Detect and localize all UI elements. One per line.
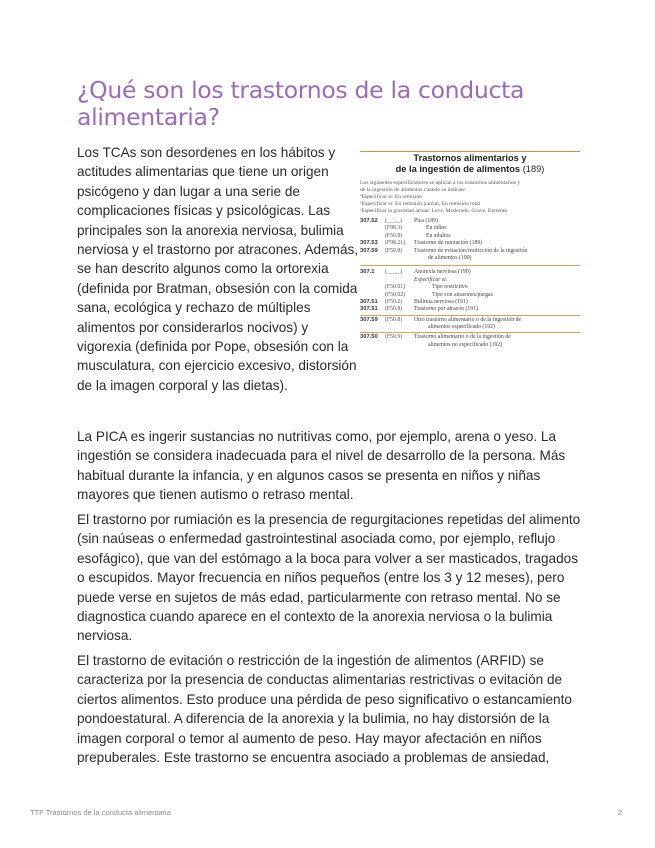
paragraph-tca-intro: Los TCAs son desordenes en los hábitos y actitudes alimentarias que tiene un origen psicógeno y dan lugar a una serie de complicaciones físicas y psicológicas. Las principales son la anorexia nerviosa, bulimia nerviosa y el trastorno por atracones. Además, se han descrito algunos como la ortorexia (definida por Bratman, obsesión con la comida sana, ecológica y rechazo de múltiples alimentos por considerarlos nocivos) y vigorexia (definida por Pope, obsesión con la musculatura, con ejercicio excesivo, distorsión de la imagen corporal y las dietas). <box>77 145 359 393</box>
dsm-row <box>360 255 580 262</box>
dsm-intro <box>360 180 580 215</box>
dsm-icd: (F50.8) <box>385 247 403 254</box>
page-title: ¿Qué son los trastornos de la conducta alimentaria? <box>77 76 525 131</box>
dsm-icd: (F98.3) <box>385 225 403 232</box>
dsm-label: Trastorno de rumiación (189) <box>414 240 483 247</box>
dsm-code: 307.52 <box>360 218 378 224</box>
dsm-label: En adultos <box>426 232 451 239</box>
dsm-code: 307.59 <box>360 247 378 254</box>
dsm-icd: (F50.8) <box>385 232 403 239</box>
dsm-row <box>360 324 580 331</box>
dsm-label: alimentos especificado (192) <box>428 324 495 331</box>
dsm-classification-image <box>360 151 580 391</box>
dsm-row <box>360 342 580 349</box>
dsm-label: Tipo con atracones/purgas <box>432 291 493 298</box>
dsm-icd: (___._) <box>385 218 402 224</box>
dsm-icd: (F50.8) <box>385 316 403 323</box>
dsm-rows-b <box>360 269 580 349</box>
dsm-intro-line: Los siguientes especificadores se aplican a los trastornos alimentarios y <box>360 180 521 186</box>
dsm-label: Trastorno de evitación/restricción de la ingestión <box>414 247 528 254</box>
dsm-code: 307.1 <box>360 269 375 276</box>
dsm-row <box>360 306 580 313</box>
dsm-rows-a <box>360 218 580 262</box>
dsm-title-line1: Trastornos alimentarios y <box>413 153 527 163</box>
paragraph-pica: La PICA es ingerir sustancias no nutritivas como, por ejemplo, arena o yeso. La ingestión se considera inadecuada para el nivel de desarrollo de la persona. Más habitual durante la infancia, y en algunos casos se presenta en niños y niñas mayores que tienen autismo o retraso mental. <box>77 429 566 503</box>
dsm-label: Trastorno por atracón (191) <box>414 306 479 313</box>
dsm-label: Otro trastorno alimentario o de la ingestión de <box>414 316 522 323</box>
dsm-label: Especificar si: <box>414 276 448 283</box>
dsm-row <box>360 240 580 247</box>
dsm-label: Trastorno alimentario o de la ingestión de <box>414 334 511 341</box>
dsm-row <box>360 317 580 324</box>
dsm-title-line2: de la ingestión de alimentos <box>395 164 521 174</box>
dsm-row <box>360 225 580 232</box>
dsm-top-rule <box>360 151 580 152</box>
dsm-title-page: (189) <box>522 164 545 174</box>
dsm-row <box>360 334 580 341</box>
dsm-row <box>360 284 580 291</box>
dsm-divider <box>360 315 580 316</box>
paragraph-arfid: El trastorno de evitación o restricción de la ingestión de alimentos (ARFID) se caracteriza por la presencia de conductas alimentarias restrictivas o evitación de ciertos alimentos. Esto produce una pérdida de peso significativo o estancamiento pondoestatural. A diferencia de la anorexia y la bulimia, no hay distorsión de la imagen corporal o temor al aumento de peso. Hay mayor afectación en niños prepuberales. Este trastorno se encuentra asociado a problemas de ansiedad, <box>77 653 572 766</box>
dsm-row <box>360 292 580 299</box>
dsm-label: alimentos no especificado (192) <box>428 341 503 348</box>
dsm-intro-line: ᶜEspecificar la gravedad actual: Leve, Moderado, Grave, Extremo <box>360 208 508 214</box>
dsm-code: 307.50 <box>360 334 378 341</box>
dsm-intro-line: ᵇEspecificar si: En remisión parcial, En remisión total <box>360 201 481 207</box>
dsm-icd: (F50.8) <box>385 306 403 313</box>
dsm-icd: (___._) <box>385 269 402 276</box>
dsm-row <box>360 269 580 276</box>
dsm-icd: (F50.01) <box>385 284 406 291</box>
dsm-code: 307.51 <box>360 298 378 305</box>
dsm-label: Tipo restrictivo <box>432 284 468 291</box>
footer-document-title: TTF Trastornos de la conducta alimentaria <box>30 808 171 817</box>
dsm-label: En niños <box>426 225 447 232</box>
dsm-intro-line: ªEspecificar si: En remisión <box>360 194 422 200</box>
dsm-row <box>360 248 580 255</box>
dsm-title <box>360 153 580 175</box>
dsm-label: Pica (189) <box>414 218 438 224</box>
dsm-code: 307.59 <box>360 316 378 323</box>
dsm-icd: (F98.21) <box>385 240 406 247</box>
dsm-label: Anorexia nerviosa (190) <box>414 269 471 276</box>
dsm-icd: (F50.2) <box>385 298 403 305</box>
dsm-icd: (F50.02) <box>385 291 406 298</box>
dsm-icd: (F50.9) <box>385 334 403 341</box>
dsm-code: 307.51 <box>360 306 378 313</box>
dsm-label: de alimentos (190) <box>428 254 472 261</box>
paragraph-rumiacion: El trastorno por rumiación es la presencia de regurgitaciones repetidas del alimento (sin naúseas o enfermedad gastrointestinal asociada como, por ejemplo, reflujo esofágico), que van del estómago a la boca para volver a ser masticados, tragados o escupidos. Mayor frecuencia en niños pequeños (entre los 3 y 12 meses), pero puede verse en sujetos de más edad, particularmente con retraso mental. No se diagnostica cuando aparece en el contexto de la anorexia nerviosa o la bulimia nerviosa. <box>77 512 581 644</box>
dsm-label: Bulimia nerviosa (191) <box>414 298 468 305</box>
footer-page-number: 2 <box>618 808 623 817</box>
dsm-code: 307.53 <box>360 240 378 247</box>
dsm-divider <box>360 265 580 266</box>
dsm-intro-line: de la ingestión de alimentos cuando se indican: <box>360 187 466 193</box>
